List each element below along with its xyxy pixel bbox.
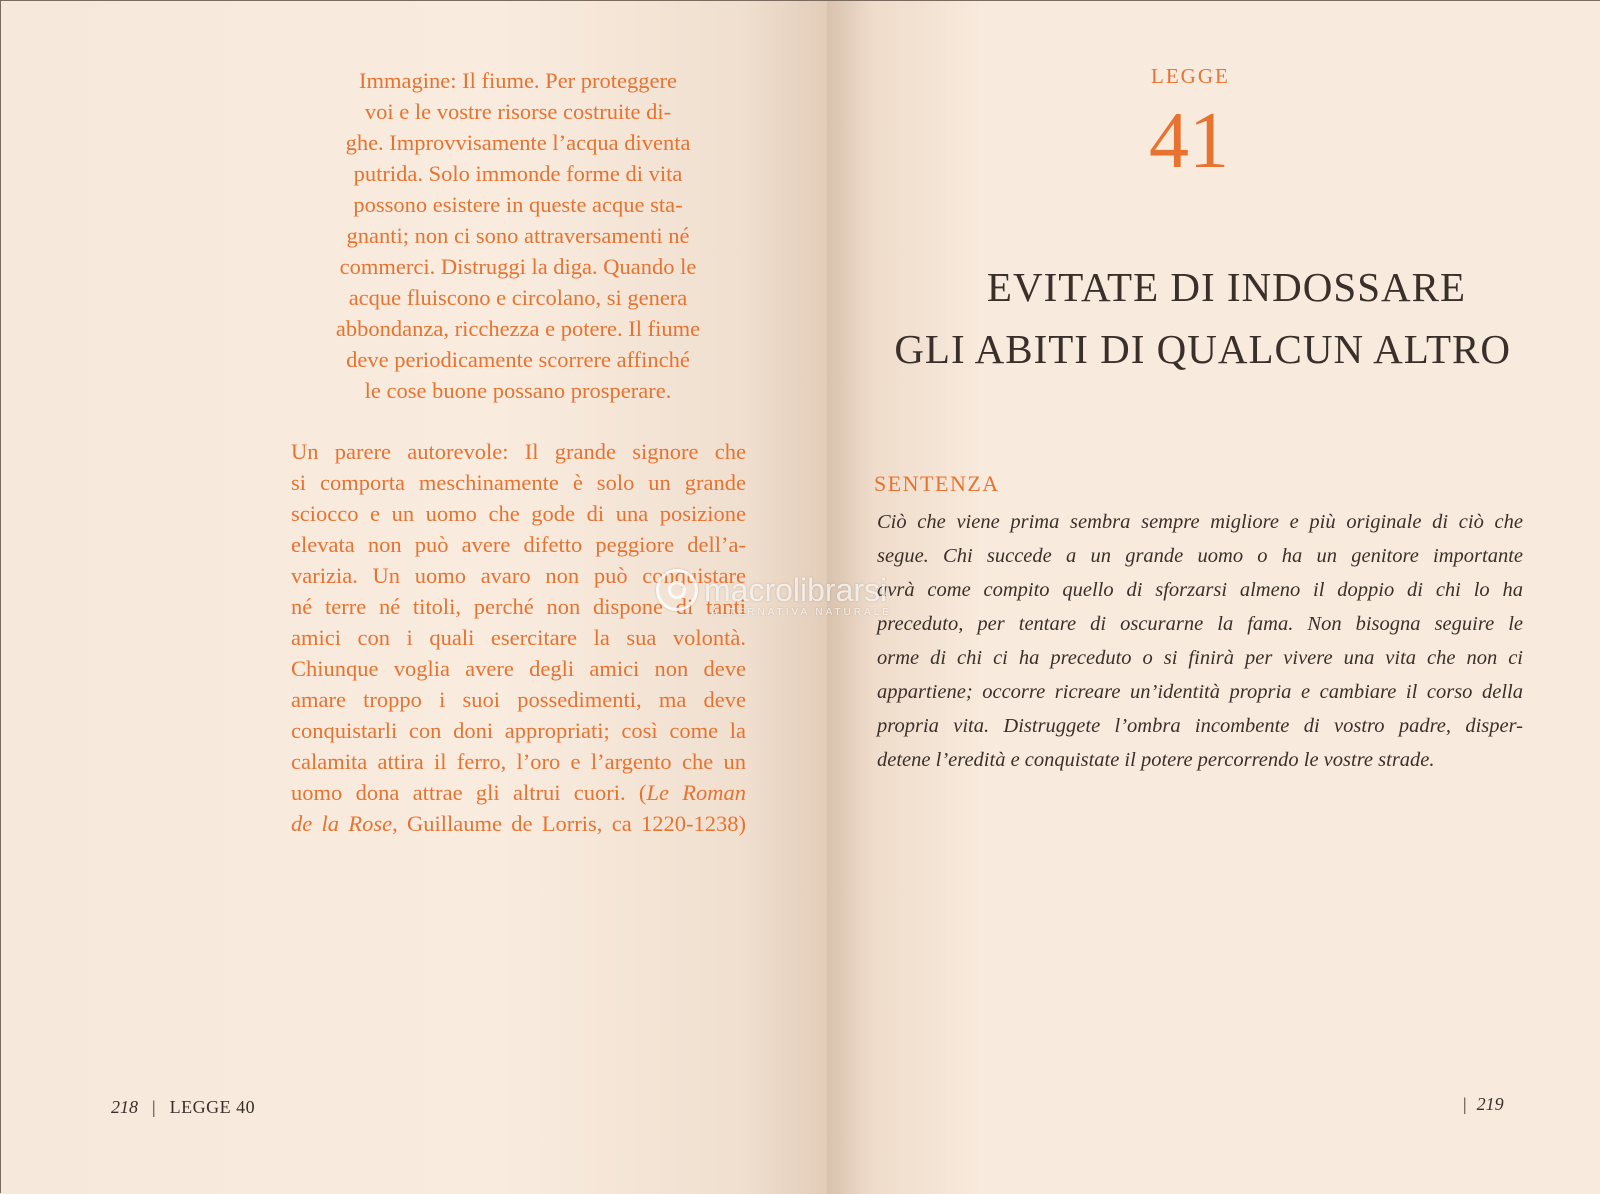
footer-separator: | — [152, 1097, 156, 1117]
text-line: né terre né titoli, perché non dispone di tanti — [291, 594, 746, 619]
text-line: Immagine: Il fiume. Per proteggere — [358, 68, 677, 93]
text-line: Chiunque voglia avere degli amici non deve — [291, 656, 746, 681]
text-line: deve periodicamente scorrere affinché — [346, 347, 690, 372]
text-line: orme di chi ci ha preceduto o si finirà per vivere una vita che non ci — [877, 647, 1523, 669]
text-line: sciocco e un uomo che gode di una posizione — [291, 501, 746, 526]
text-line: si comporta meschinamente è solo un grande — [291, 470, 746, 495]
section-heading: SENTENZA — [874, 471, 1000, 496]
text-line: acque fluiscono e circolano, si genera — [348, 285, 688, 310]
text-line: segue. Chi succede a un grande uomo o ha un genitore importante — [877, 545, 1523, 567]
text-line: ghe. Improvvisamente l’acqua diventa — [345, 130, 691, 155]
text-line: possono esistere in queste acque sta- — [353, 192, 683, 217]
watermark-brand: macrolibrarsi — [704, 571, 888, 608]
watermark-tagline: ALTERNATIVA NATURALE — [711, 607, 892, 618]
left-page — [1, 1, 827, 1194]
sentenza-paragraph — [877, 505, 1523, 777]
law-label: LEGGE — [1151, 64, 1230, 88]
text-line: propria vita. Distruggete l’ombra incombente di vostro padre, disper- — [877, 715, 1523, 737]
image-paragraph — [288, 65, 748, 406]
text-line: elevata non può avere difetto peggiore dell’a- — [291, 532, 746, 557]
law-title — [871, 256, 1511, 380]
text-line: conquistarli con doni appropriati; così come la — [291, 718, 746, 743]
text-line — [291, 777, 746, 808]
footer-separator: | — [1463, 1094, 1467, 1114]
law-number: 41 — [1149, 97, 1229, 185]
title-line: EVITATE DI INDOSSARE — [986, 264, 1466, 310]
left-page-footer — [111, 1097, 255, 1118]
text-line: commerci. Distruggi la diga. Quando le — [339, 254, 697, 279]
text-fragment: uomo dona attrae gli altrui cuori. ( — [291, 780, 647, 805]
page-number: 219 — [1476, 1094, 1504, 1114]
text-line: varizia. Un uomo avaro non può conquistare — [291, 563, 746, 588]
text-line: voi e le vostre risorse costruite di- — [364, 99, 672, 124]
text-line: amici con i quali esercitare la sua volontà. — [291, 625, 746, 650]
book-title-italic: Le Roman — [646, 780, 746, 805]
text-line: Ciò che viene prima sembra sempre migliore e più originale di ciò che — [877, 511, 1523, 533]
text-line: Un parere autorevole: Il grande signore che — [291, 439, 746, 464]
running-head: LEGGE 40 — [169, 1097, 256, 1117]
text-line: appartiene; occorre ricreare un’identità propria e cambiare il corso della — [877, 681, 1523, 703]
authority-quote-paragraph — [291, 436, 746, 839]
text-line: calamita attira il ferro, l’oro e l’argento che un — [291, 749, 746, 774]
right-page-footer — [1463, 1094, 1504, 1115]
title-line: GLI ABITI DI QUALCUN ALTRO — [894, 326, 1511, 372]
text-line — [291, 808, 746, 839]
text-line: gnanti; non ci sono attraversamenti né — [346, 223, 690, 248]
text-line: avrà come compito quello di sforzarsi almeno il doppio di chi lo ha — [877, 579, 1523, 601]
text-line: preceduto, per tentare di oscurarne la fama. Non bisogna seguire le — [877, 613, 1523, 635]
text-line: abbondanza, ricchezza e potere. Il fiume — [335, 316, 701, 341]
text-line: detene l’eredità e conquistate il potere percorrendo le vostre strade. — [877, 749, 1435, 771]
text-fragment: , Guillaume de Lorris, ca 1220-1238) — [392, 811, 746, 836]
text-line: putrida. Solo immonde forme di vita — [353, 161, 683, 186]
text-line: le cose buone possano prosperare. — [364, 378, 672, 403]
page-number: 218 — [111, 1097, 138, 1117]
text-line: amare troppo i suoi possedimenti, ma deve — [291, 687, 746, 712]
book-title-italic: de la Rose — [291, 811, 393, 836]
